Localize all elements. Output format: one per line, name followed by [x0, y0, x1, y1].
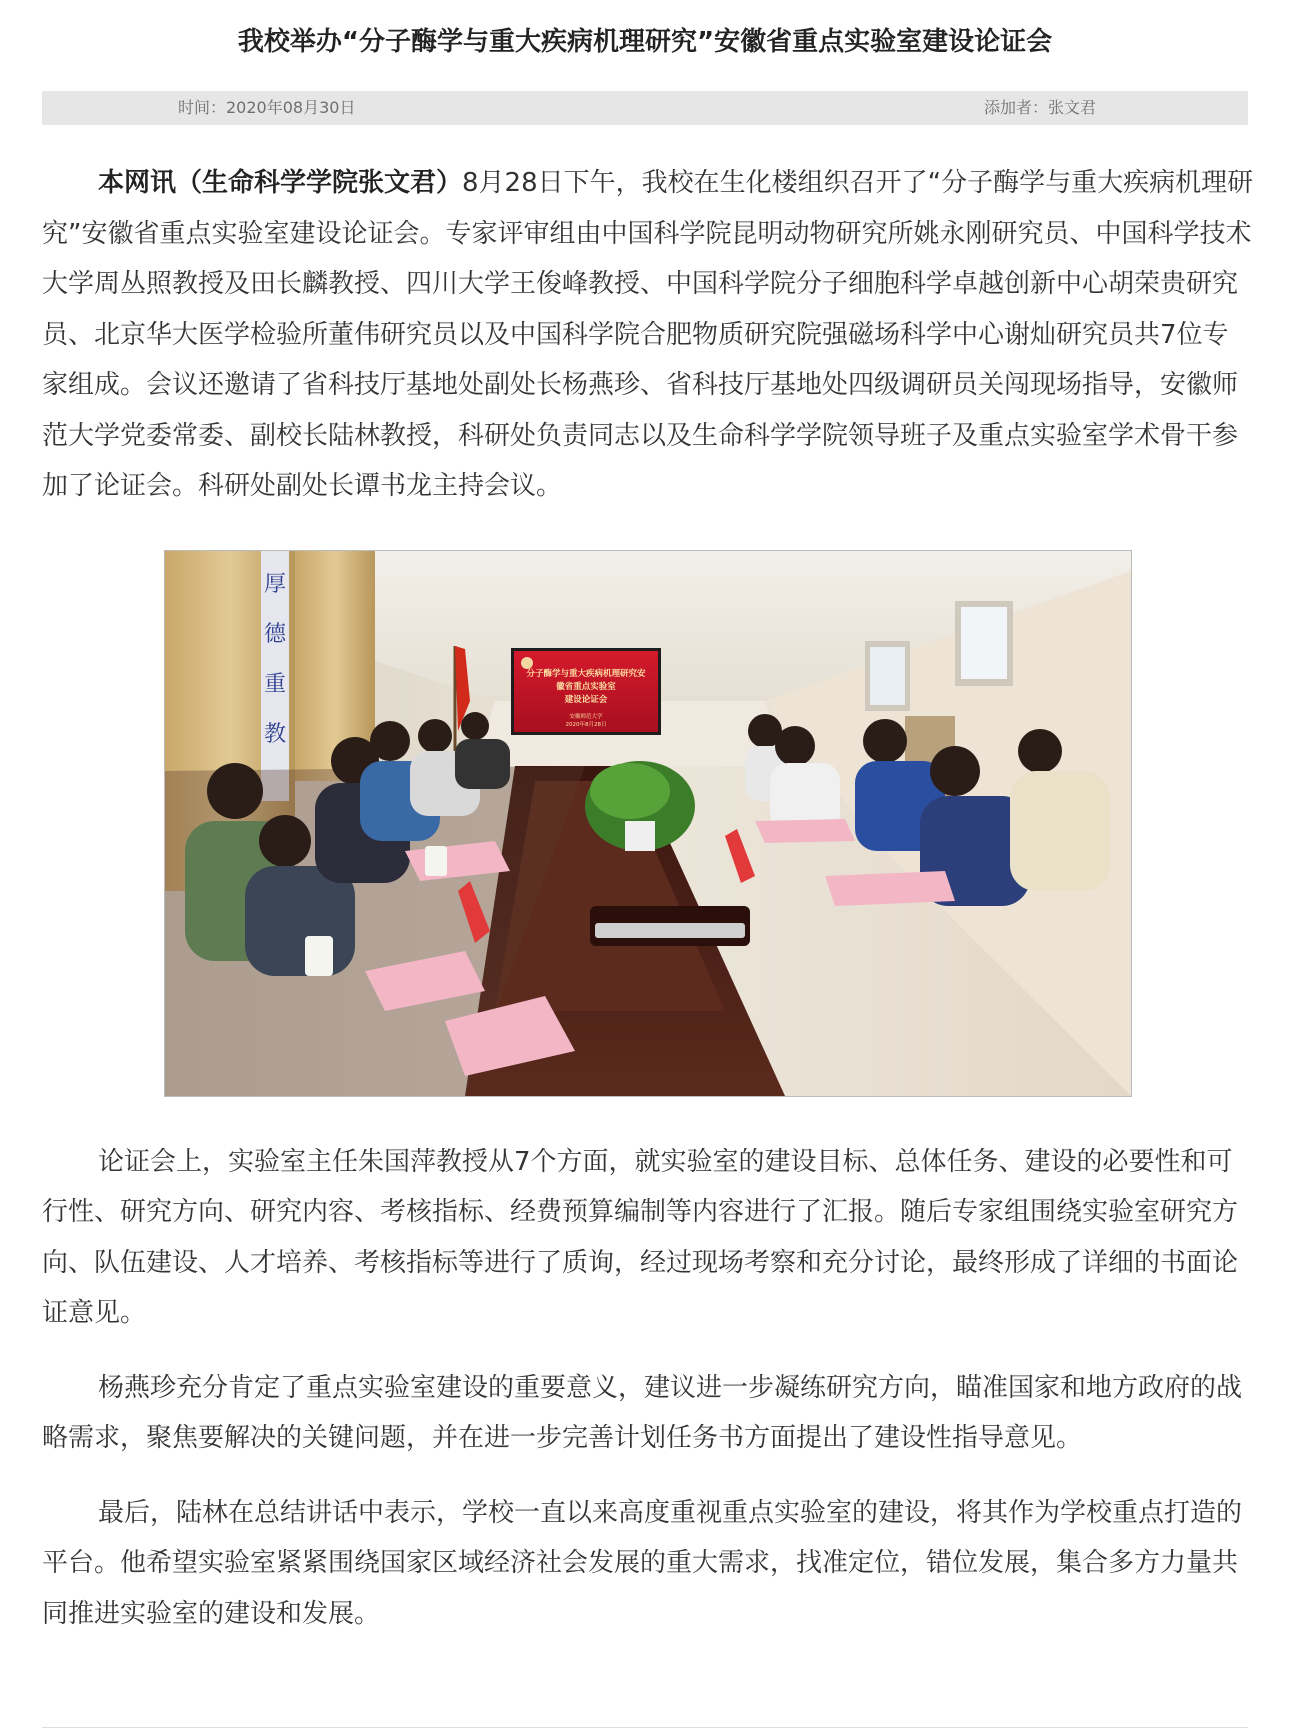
bottom-divider — [42, 1727, 1248, 1728]
article-title: 我校举办“分子酶学与重大疾病机理研究”安徽省重点实验室建设论证会 — [237, 27, 1053, 57]
screen-text: 安徽师范大学 — [569, 713, 603, 720]
screen-text: 建设论证会 — [564, 694, 608, 705]
article-body — [42, 158, 1254, 1639]
screen-text: 徽省重点实验室 — [556, 681, 616, 692]
wall-calligraphy-char: 教 — [263, 721, 287, 747]
paragraph-lead: 本网讯（生命科学学院张文君） — [98, 168, 463, 198]
article-meta-bar — [42, 91, 1248, 125]
publish-time: 时间：2020年08月30日 — [178, 98, 356, 117]
paragraph-2: 论证会上，实验室主任朱国萍教授从7个方面，就实验室的建设目标、总体任务、建设的必要性和可行性、研究方向、研究内容、考核指标、经费预算编制等内容进行了汇报。随后专家组围绕实验室研究方向、队伍建设、人才培养、考核指标等进行了质询，经过现场考察和充分讨论，最终形成了详细的书面论证意见。 — [42, 1146, 1239, 1328]
meeting-photo — [164, 550, 1132, 1097]
author: 添加者：张文君 — [984, 98, 1097, 117]
screen-text: 2020年8月28日 — [565, 721, 607, 728]
wall-calligraphy-char: 厚 — [263, 571, 287, 597]
paragraph-text: 8月28日下午，我校在生化楼组织召开了“分子酶学与重大疾病机理研究”安徽省重点实验室建设论证会。专家评审组由中国科学院昆明动物研究所姚永刚研究员、中国科学技术大学周丛照教授及田长麟教授、四川大学王俊峰教授、中国科学院分子细胞科学卓越创新中心胡荣贵研究员、北京华大医学检验所董伟研究员以及中国科学院合肥物质研究院强磁场科学中心谢灿研究员共7位专家组成。会议还邀请了省科技厅基地处副处长杨燕珍、省科技厅基地处四级调研员关闯现场指导，安徽师范大学党委常委、副校长陆林教授，科研处负责同志以及生命科学学院领导班子及重点实验室学术骨干参加了论证会。科研处副处长谭书龙主持会议。 — [42, 168, 1254, 501]
paragraph-3: 杨燕珍充分肯定了重点实验室建设的重要意义，建议进一步凝练研究方向，瞄准国家和地方政府的战略需求，聚焦要解决的关键问题，并在进一步完善计划任务书方面提出了建设性指导意见。 — [42, 1372, 1243, 1453]
photo-container — [42, 550, 1254, 1097]
screen-text: 分子酶学与重大疾病机理研究安 — [526, 668, 646, 679]
wall-calligraphy-char: 德 — [263, 621, 287, 647]
paragraph-intro — [42, 158, 1254, 512]
paragraph-4: 最后，陆林在总结讲话中表示，学校一直以来高度重视重点实验室的建设，将其作为学校重点打造的平台。他希望实验室紧紧围绕国家区域经济社会发展的重大需求，找准定位，错位发展，集合多方力量共同推进实验室的建设和发展。 — [42, 1497, 1243, 1629]
wall-calligraphy-char: 重 — [263, 671, 287, 697]
